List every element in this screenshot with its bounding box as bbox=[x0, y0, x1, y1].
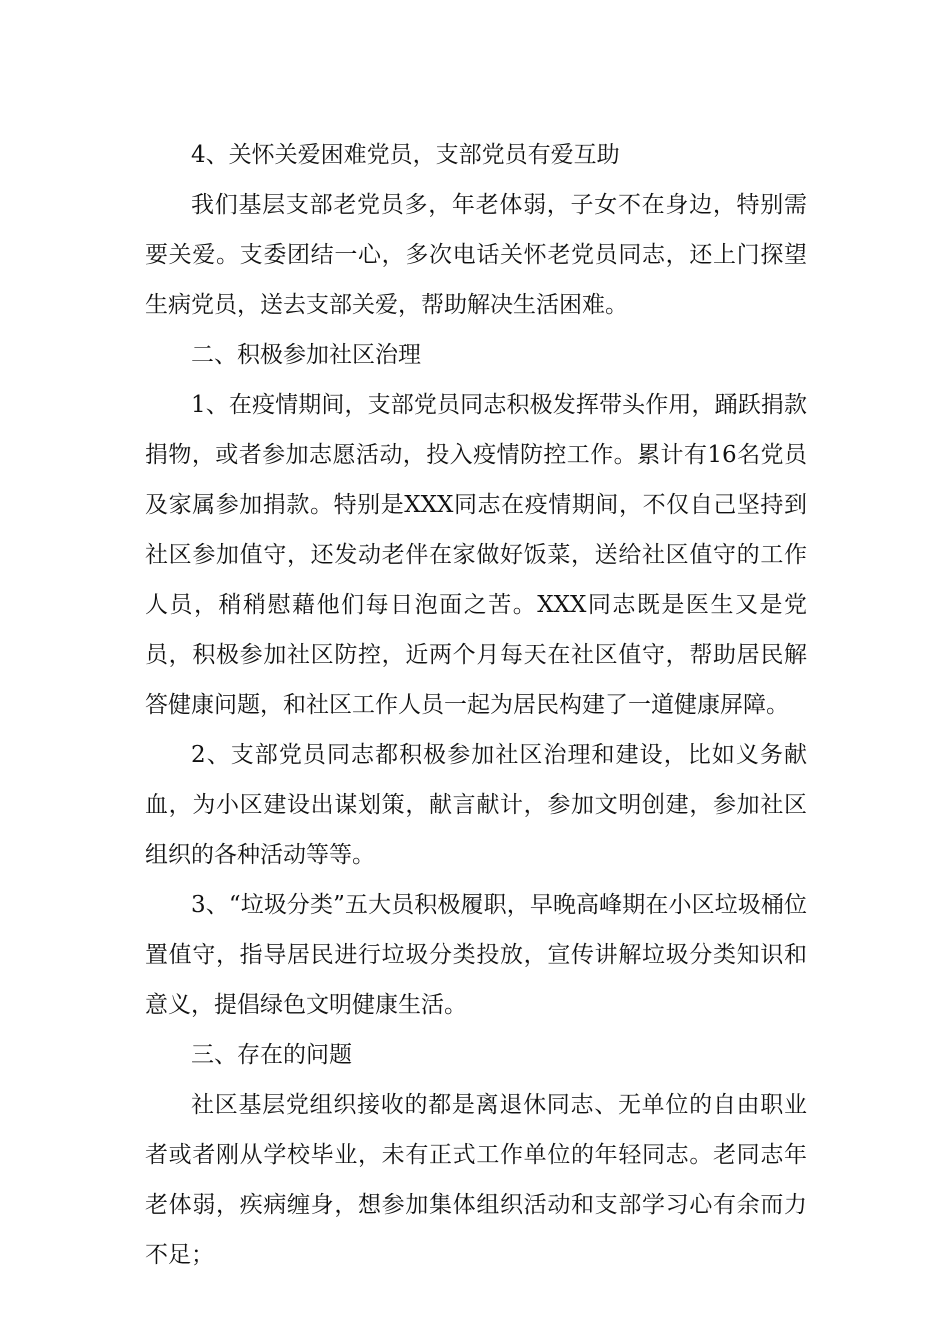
section-heading-problems: 三、存在的问题 bbox=[191, 1042, 352, 1068]
document-body bbox=[145, 130, 807, 1280]
paragraph-governance: 2、支部党员同志都积极参加社区治理和建设，比如义务献血，为小区建设出谋划策，献言献计，参加文明创建，参加社区组织的各种活动等等。 bbox=[145, 742, 807, 868]
paragraph-garbage-sorting: 3、“垃圾分类”五大员积极履职，早晚高峰期在小区垃圾桶位置值守，指导居民进行垃圾分类投放，宣传讲解垃圾分类知识和意义，提倡绿色文明健康生活。 bbox=[145, 892, 807, 1018]
section-heading-community: 二、积极参加社区治理 bbox=[191, 342, 421, 368]
paragraph-problems: 社区基层党组织接收的都是离退休同志、无单位的自由职业者或者刚从学校毕业，未有正式工作单位的年轻同志。老同志年老体弱，疾病缠身，想参加集体组织活动和支部学习心有余而力不足； bbox=[145, 1092, 807, 1268]
paragraph-epidemic: 1、在疫情期间，支部党员同志积极发挥带头作用，踊跃捐款捐物，或者参加志愿活动，投入疫情防控工作。累计有16名党员及家属参加捐款。特别是XXX同志在疫情期间，不仅自己坚持到社区参加值守，还发动老伴在家做好饭菜，送给社区值守的工作人员，稍稍慰藉他们每日泡面之苦。XXX同志既是医生又是党员，积极参加社区防控，近两个月每天在社区值守，帮助居民解答健康问题，和社区工作人员一起为居民构建了一道健康屏障。 bbox=[145, 392, 807, 718]
section-heading-care: 4、关怀关爱困难党员，支部党员有爱互助 bbox=[191, 142, 620, 168]
paragraph-care: 我们基层支部老党员多，年老体弱，子女不在身边，特别需要关爱。支委团结一心，多次电话关怀老党员同志，还上门探望生病党员，送去支部关爱，帮助解决生活困难。 bbox=[145, 192, 807, 318]
